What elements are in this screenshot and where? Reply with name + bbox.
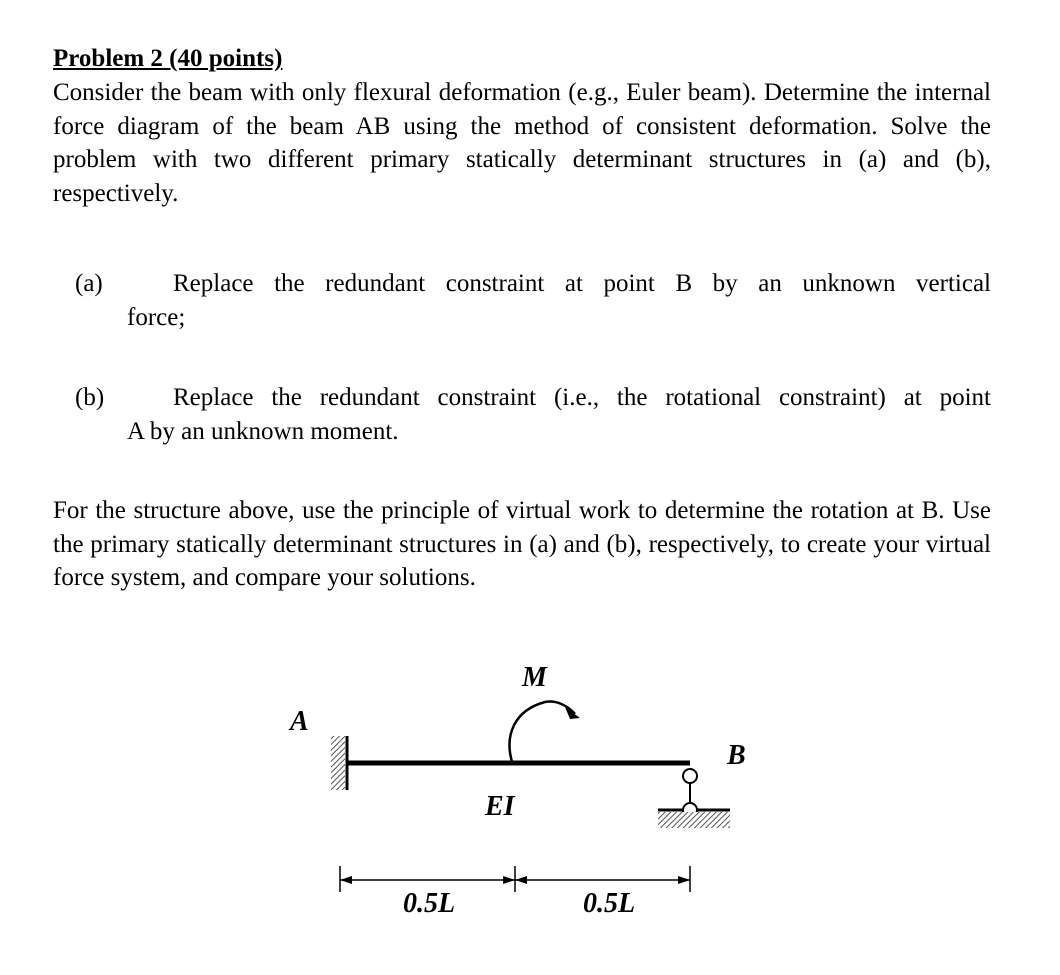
dim-label-right: 0.5L [583,888,636,919]
moment-arrow [510,702,575,765]
item-b-line1: Replace the redundant constraint (i.e., the rotational constraint) at point [173,384,991,411]
problem-title: Problem 2 (40 points) [53,45,283,72]
problem-intro: Consider the beam with only flexural deformation (e.g., Euler beam). Determine the internal force diagram of the beam AB using the method of consistent deformation. Solve the problem with two different primary statically determinant structures in (a) and (b), respectively. [53,79,991,207]
hinge-top [683,769,697,783]
item-a-label: (a) [75,270,103,297]
item-a-line1: Replace the redundant constraint at point B by an unknown vertical [173,270,991,297]
label-a: A [290,706,309,737]
item-b-line2: A by an unknown moment. [127,417,399,445]
dim-arrow-3 [515,876,527,884]
moment-arrowhead [565,707,580,719]
label-ei: EI [485,791,515,822]
item-a-line2: force; [127,303,186,331]
label-m: M [522,662,547,693]
dim-arrow-4 [678,876,690,884]
dim-arrow-1 [340,876,352,884]
ground-hatch [658,812,730,828]
dim-arrow-2 [503,876,515,884]
label-b: B [727,740,746,771]
fixed-support-hatch [331,736,345,790]
dim-label-left: 0.5L [403,888,456,919]
item-b-label: (b) [75,384,105,411]
followup-text: For the structure above, use the principle of virtual work to determine the rotation at B. Use the primary statically determinant structures in (a) and (b), respectively, to create your virtual force system, and compare your solutions. [53,497,991,591]
